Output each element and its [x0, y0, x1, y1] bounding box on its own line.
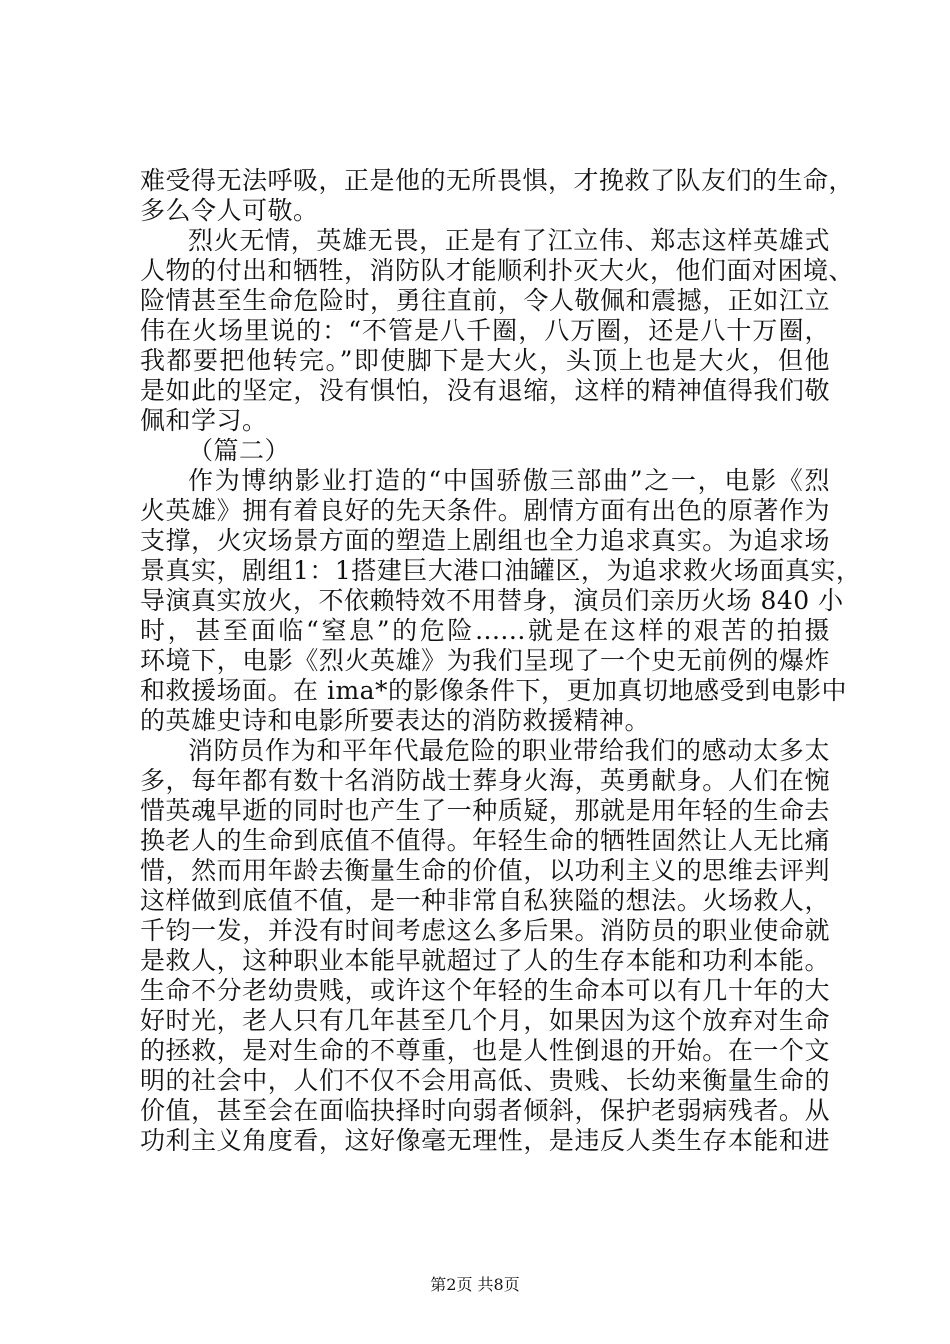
text-line: 烈火无情，英雄无畏，正是有了江立伟、郑志这样英雄式 — [188, 226, 830, 255]
text-line: 千钧一发，并没有时间考虑这么多后果。消防员的职业使命就 — [140, 916, 830, 945]
text-line: 的英雄史诗和电影所要表达的消防救援精神。 — [140, 706, 651, 735]
text-line: 多么令人可敬。 — [140, 196, 319, 225]
text-line: 明的社会中，人们不仅不会用高低、贵贱、长幼来衡量生命的 — [140, 1066, 830, 1095]
text-line: 的拯救，是对生命的不尊重，也是人性倒退的开始。在一个文 — [140, 1036, 830, 1065]
text-line: 多，每年都有数十名消防战士葬身火海，英勇献身。人们在惋 — [140, 766, 830, 795]
text-line: 惜英魂早逝的同时也产生了一种质疑，那就是用年轻的生命去 — [140, 796, 830, 825]
text-line: 价值，甚至会在面临抉择时向弱者倾斜，保护老弱病残者。从 — [140, 1096, 830, 1125]
text-line: （篇二） — [188, 436, 291, 465]
text-line: 伟在火场里说的：“不管是八千圈，八万圈，还是八十万圈， — [140, 316, 830, 345]
text-line: 和救援场面。在 ima*的影像条件下，更加真切地感受到电影中 — [140, 676, 848, 705]
document-body — [140, 166, 862, 1156]
text-line: 生命不分老幼贵贱，或许这个年轻的生命本可以有几十年的大 — [140, 976, 830, 1005]
text-line: 惜，然而用年龄去衡量生命的价值，以功利主义的思维去评判 — [140, 856, 830, 885]
text-line: 导演真实放火，不依赖特效不用替身，演员们亲历火场 840 小 — [140, 586, 844, 615]
text-line: 环境下，电影《烈火英雄》为我们呈现了一个史无前例的爆炸 — [140, 646, 830, 675]
text-line: 消防员作为和平年代最危险的职业带给我们的感动太多太 — [188, 736, 830, 765]
text-line: 是救人，这种职业本能早就超过了人的生存本能和功利本能。 — [140, 946, 830, 975]
text-line: 这样做到底值不值，是一种非常自私狭隘的想法。火场救人， — [140, 886, 830, 915]
text-line: 佩和学习。 — [140, 406, 268, 435]
text-line: 景真实，剧组1：1搭建巨大港口油罐区，为追求救火场面真实， — [140, 556, 862, 585]
text-line: 险情甚至生命危险时，勇往直前，令人敬佩和震撼，正如江立 — [140, 286, 830, 315]
text-line: 作为博纳影业打造的“中国骄傲三部曲”之一，电影《烈 — [188, 466, 830, 495]
text-line: 换老人的生命到底值不值得。年轻生命的牺牲固然让人无比痛 — [140, 826, 830, 855]
text-line: 是如此的坚定，没有惧怕，没有退缩，这样的精神值得我们敬 — [140, 376, 830, 405]
text-line: 人物的付出和牺牲，消防队才能顺利扑灭大火，他们面对困境、 — [140, 256, 855, 285]
text-line: 火英雄》拥有着良好的先天条件。剧情方面有出色的原著作为 — [140, 496, 830, 525]
page-footer: 第2页 共8页 — [430, 1275, 520, 1294]
text-line: 功利主义角度看，这好像毫无理性，是违反人类生存本能和进 — [140, 1126, 830, 1155]
text-line: 支撑，火灾场景方面的塑造上剧组也全力追求真实。为追求场 — [140, 526, 830, 555]
text-line: 难受得无法呼吸，正是他的无所畏惧，才挽救了队友们的生命， — [140, 166, 855, 195]
text-line: 时，甚至面临“窒息”的危险......就是在这样的艰苦的拍摄 — [140, 616, 830, 645]
text-line: 好时光，老人只有几年甚至几个月，如果因为这个放弃对生命 — [140, 1006, 830, 1035]
text-line: 我都要把他转完。”即使脚下是大火，头顶上也是大火，但他 — [140, 346, 830, 375]
